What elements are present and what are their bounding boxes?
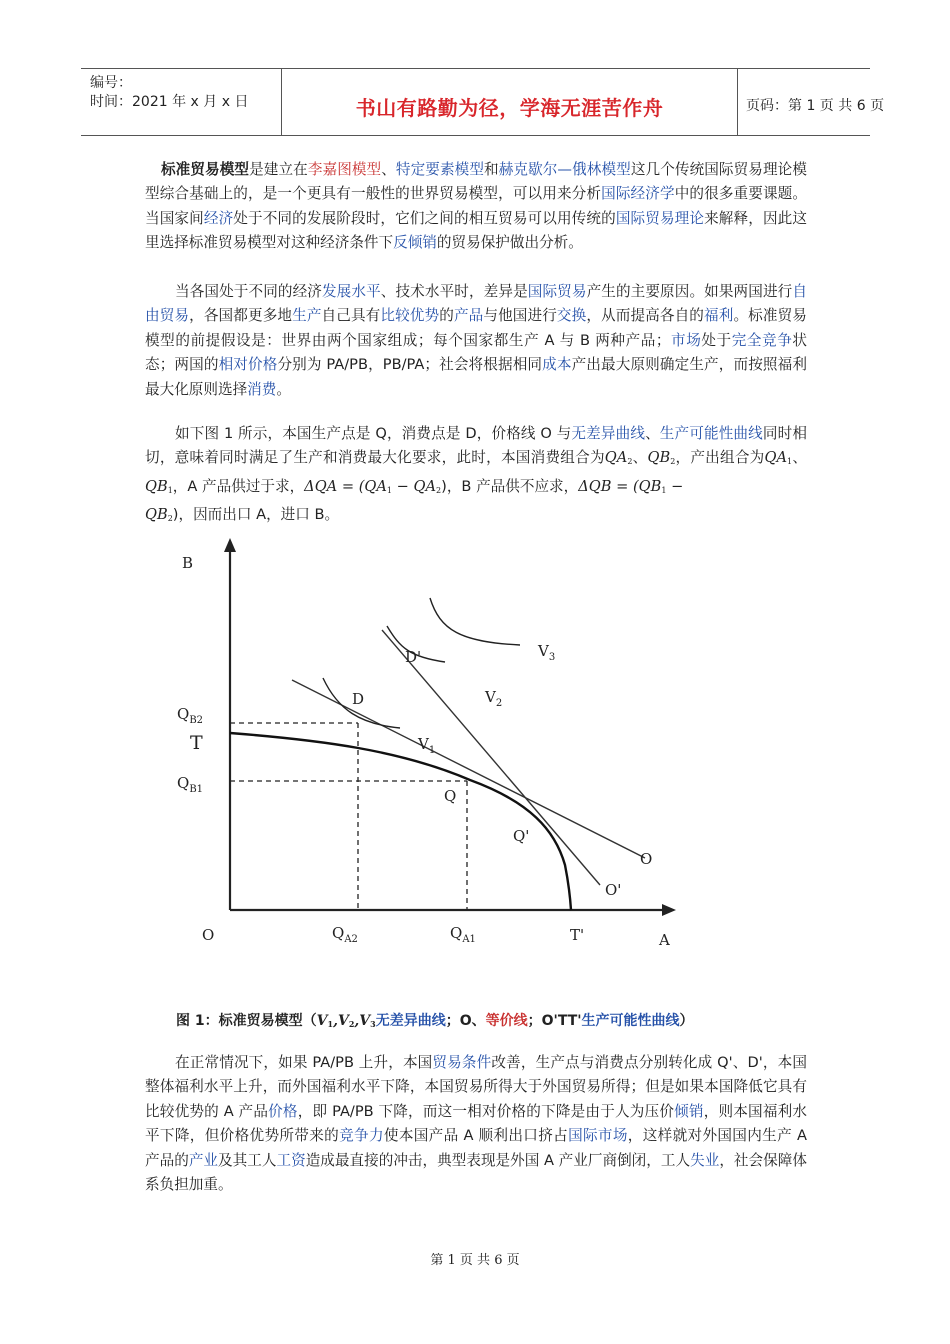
axes — [230, 548, 666, 910]
math-qa2: $QA_2$ — [604, 449, 633, 467]
link-development-level[interactable]: 发展水平 — [321, 283, 381, 300]
text: 同时相切，意味着同时满足了生产和消费最大化要求，此时，本国消费组合为 — [145, 425, 807, 467]
text: 、 — [792, 449, 807, 467]
header-page-info: 页码：第 1 页 共 6 页 — [746, 98, 885, 114]
link-perfect-competition[interactable]: 完全竞争 — [731, 331, 793, 349]
text: 与他国进行 — [483, 307, 557, 325]
text: 分别为 PA/PB，PB/PA；社会将根据相同 — [277, 356, 543, 374]
qb2-label: $Q_{B2}$ — [177, 705, 204, 726]
paragraph-assumptions — [145, 280, 807, 402]
point-d-prime-label: D' — [405, 648, 422, 666]
v3-label: $V_3$ — [538, 642, 556, 663]
y-axis-arrow — [224, 538, 236, 552]
doc-time-label: 时间：2021 年 x 月 x 日 — [90, 94, 249, 110]
text: 的贸易保护做出分析。 — [436, 234, 583, 252]
paragraph-dumping-analysis — [145, 1051, 807, 1197]
link-relative-price[interactable]: 相对价格 — [218, 356, 278, 374]
link-ppf[interactable]: 生产可能性曲线 — [659, 425, 763, 442]
link-economy[interactable]: 经济 — [203, 209, 234, 227]
text: 和 — [484, 161, 499, 178]
page-header — [81, 68, 885, 136]
link-consumption[interactable]: 消费 — [247, 380, 277, 398]
link-cost[interactable]: 成本 — [542, 356, 572, 374]
caption-math-v: $V_1,V_2,V_3$ — [316, 1013, 376, 1029]
link-international-trade[interactable]: 国际贸易 — [527, 283, 587, 300]
text: 的 — [439, 307, 454, 325]
link-industry[interactable]: 产业 — [188, 1151, 219, 1169]
text: 、 — [381, 161, 396, 178]
header-motto: 书山有路勤为径，学海无涯苦作舟 — [355, 96, 664, 120]
link-hos-model[interactable]: 赫克歇尔—俄林模型 — [498, 161, 631, 178]
text: ，A 产品供过于求， — [172, 477, 305, 495]
line-o-prime-label: O' — [605, 881, 622, 899]
page-footer: 第 1 页 共 6 页 — [430, 1253, 520, 1268]
link-unemployment[interactable]: 失业 — [690, 1151, 720, 1169]
link-product[interactable]: 产品 — [453, 307, 484, 325]
text: ，社会保障体系负担加重。 — [145, 1151, 807, 1194]
link-welfare[interactable]: 福利 — [704, 307, 734, 325]
qa2-label: $Q_{A2}$ — [332, 924, 358, 945]
t-label: T — [190, 732, 203, 754]
text: 、 — [632, 449, 648, 467]
text: 在正常情况下，如果 PA/PB 上升，本国 — [175, 1054, 433, 1071]
math-qb2: $QB_2$ — [647, 449, 676, 467]
link-market[interactable]: 市场 — [670, 331, 702, 349]
x-axis-label: A — [659, 931, 670, 949]
link-competitiveness[interactable]: 竞争力 — [339, 1127, 384, 1145]
price-line-o-prime — [382, 630, 600, 885]
origin-label: O — [202, 926, 215, 944]
standard-trade-model-figure — [160, 530, 700, 950]
link-ppf-caption[interactable]: 生产可能性曲线 — [581, 1013, 680, 1029]
math-delta-qb: $\Delta QB = (QB_1$ − $QB_2$ — [145, 477, 684, 524]
text: ，这样就对外国国内生产 A 产品的 — [145, 1127, 807, 1169]
text: 。标准贸易模型的前提假设是：世界由两个国家组成；每个国家都生产 A 与 B 两种产品； — [145, 307, 807, 349]
text: )，B 产品供不应求， — [441, 477, 579, 495]
text: ，即 PA/PB 下降，而这一相对价格的下降是由于人为压价 — [297, 1102, 675, 1120]
text: 自己具有 — [321, 307, 381, 325]
point-q-label: Q — [444, 787, 457, 805]
link-terms-of-trade[interactable]: 贸易条件 — [432, 1054, 492, 1071]
y-axis-label: B — [182, 554, 194, 572]
point-d-label: D — [352, 690, 365, 708]
line-o-label: O — [640, 850, 653, 868]
text: ，则本国福利水平下降，但价格优势所带来的 — [145, 1102, 807, 1145]
text: 、技术水平时，差异是 — [380, 283, 528, 300]
text: 产生的主要原因。如果两国进行 — [586, 283, 793, 300]
text: 处于 — [701, 331, 732, 349]
t-prime-label: T' — [570, 926, 585, 944]
doc-number-label: 编号： — [90, 75, 132, 91]
link-exchange[interactable]: 交换 — [556, 307, 587, 325]
link-produce[interactable]: 生产 — [292, 307, 322, 325]
link-indifference-curve-caption[interactable]: 无差异曲线 — [375, 1013, 446, 1029]
text: 如下图 1 所示，本国生产点是 Q，消费点是 D，价格线 O 与 — [175, 425, 572, 442]
math-qb1: $QB_1$ — [145, 477, 173, 495]
text: 、 — [645, 425, 660, 442]
price-line-o — [292, 680, 645, 858]
link-price[interactable]: 价格 — [268, 1102, 298, 1120]
point-q-prime-label: Q' — [513, 827, 530, 845]
link-international-market[interactable]: 国际市场 — [568, 1127, 628, 1145]
text: 处于不同的发展阶段时，它们之间的相互贸易可以用传统的 — [233, 209, 616, 227]
text: 。 — [276, 380, 291, 398]
qa1-label: $Q_{A1}$ — [450, 924, 476, 945]
header-motto-cell — [281, 69, 738, 135]
header-page-cell — [737, 69, 885, 135]
paragraph-figure-explanation — [145, 422, 807, 532]
link-specific-factors-model[interactable]: 特定要素模型 — [395, 161, 485, 178]
link-international-economics[interactable]: 国际经济学 — [601, 185, 675, 203]
text: 状态；两国的 — [145, 331, 807, 374]
link-comparative-advantage[interactable]: 比较优势 — [380, 307, 440, 325]
text: 来解释，因此这里选择标准贸易模型对这种经济条件下 — [145, 209, 807, 252]
text: 是建立在 — [249, 161, 308, 178]
math-delta-qa: $\Delta QA = (QA_1 - QA_2$ — [304, 477, 442, 495]
indifference-curve-v3 — [430, 598, 520, 645]
v2-label: $V_2$ — [485, 688, 503, 709]
link-wage[interactable]: 工资 — [276, 1151, 306, 1169]
link-indifference-curve[interactable]: 无差异曲线 — [571, 425, 646, 442]
text: 使本国产品 A 顺利出口挤占 — [383, 1127, 569, 1145]
text: ，从而提高各自的 — [586, 307, 705, 325]
text: 改善，生产点与消费点分别转化成 Q'、D'，本国整体福利水平上升，而外国福利水平下降，本国贸易所得大于外国贸易所得；但是如果本国降低它具有比较优势的 A 产品 — [145, 1054, 807, 1120]
v1-label: $V_1$ — [418, 735, 436, 756]
header-meta-cell — [81, 69, 281, 135]
link-ricardo-model[interactable]: 李嘉图模型 — [307, 161, 382, 178]
x-axis-arrow — [662, 904, 676, 916]
text: 产出最大原则确定生产，而按照福利最大化原则选择 — [145, 356, 807, 398]
text: )，因而出口 A，进口 B。 — [172, 506, 340, 524]
text: 中的很多重要课题。当国家间 — [145, 185, 807, 227]
term-standard-trade-model: 标准贸易模型 — [161, 161, 250, 178]
link-dumping[interactable]: 倾销 — [674, 1102, 704, 1120]
text: 当各国处于不同的经济 — [175, 283, 322, 300]
paragraph-intro — [145, 158, 807, 256]
text: ，产出组合为 — [675, 449, 765, 467]
ppf-curve — [230, 733, 571, 910]
text: ，各国都更多地 — [189, 307, 293, 325]
link-trade-theory[interactable]: 国际贸易理论 — [615, 209, 705, 227]
figure-caption: 图 1：标准贸易模型（$V_1,V_2,V_3$无差异曲线；O、等价线；O'TT'生产可能性曲线） — [176, 1013, 694, 1029]
link-iso-price-line[interactable]: 等价线 — [485, 1013, 528, 1029]
text: 及其工人 — [218, 1151, 277, 1169]
text: 这几个传统国际贸易理论模型综合基础上的，是一个更具有一般性的世界贸易模型，可以用来分析 — [145, 161, 807, 203]
text: 造成最直接的冲击，典型表现是外国 A 产业厂商倒闭，工人 — [305, 1151, 691, 1169]
math-qa1: $QA_1$ — [764, 449, 793, 467]
link-free-trade[interactable]: 自由贸易 — [145, 283, 807, 325]
qb1-label: $Q_{B1}$ — [177, 774, 204, 795]
link-antidumping[interactable]: 反倾销 — [393, 234, 437, 252]
